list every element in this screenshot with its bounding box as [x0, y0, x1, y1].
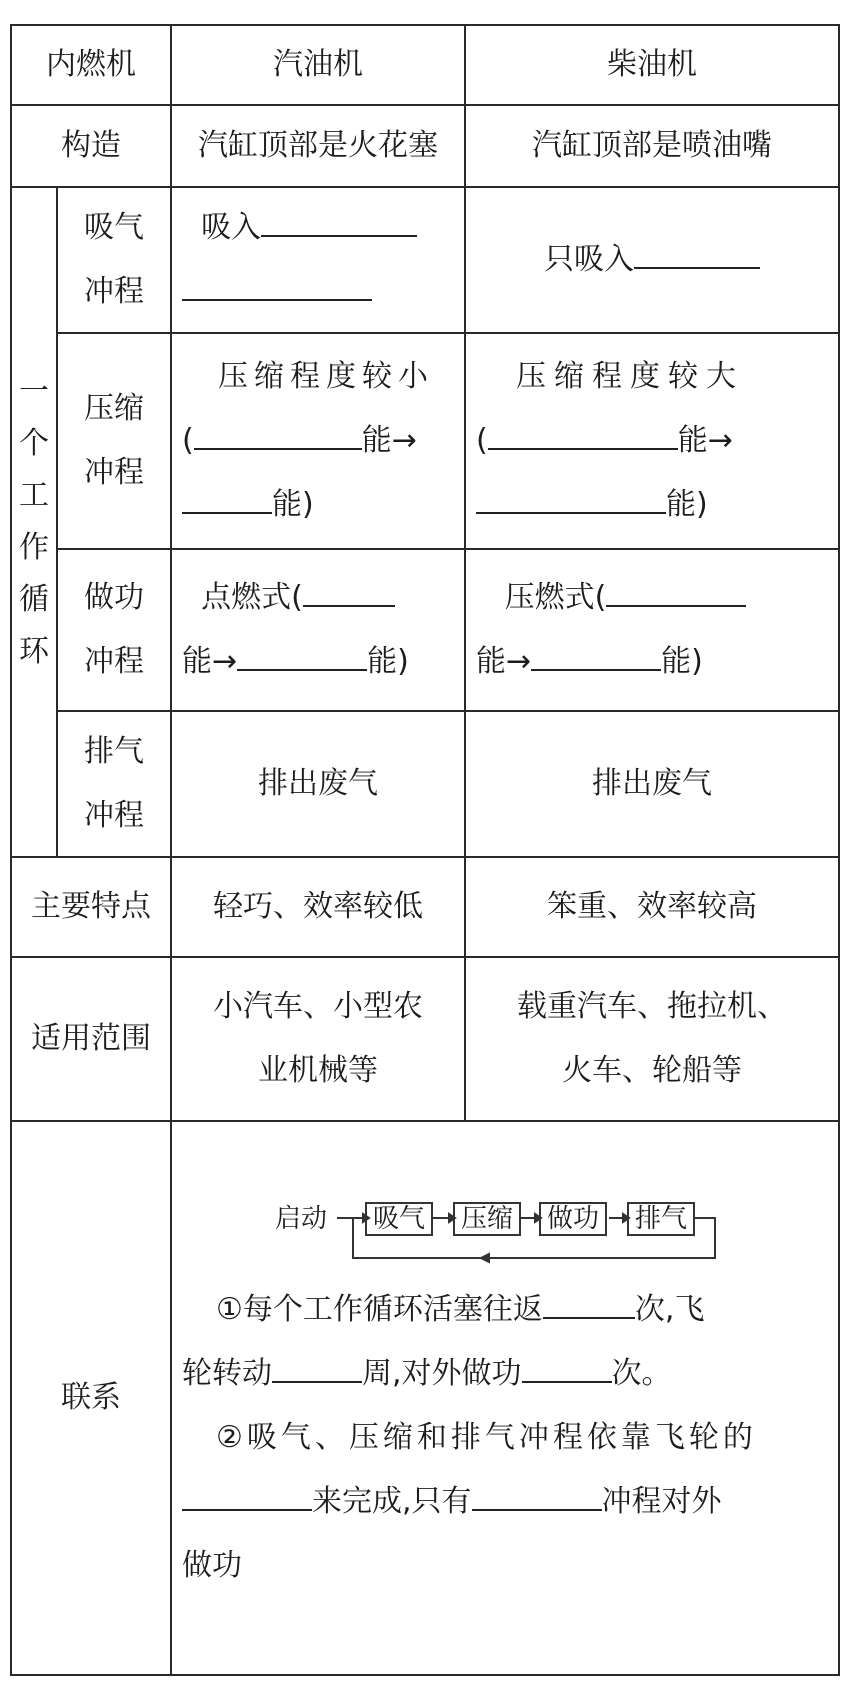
relation-row — [11, 1121, 839, 1675]
structure-row — [11, 105, 839, 187]
relation-label: 联系 — [11, 1121, 171, 1675]
structure-diesel: 汽缸顶部是喷油嘴 — [465, 105, 839, 187]
cycle-step-compression: 压缩 — [453, 1202, 521, 1236]
features-label: 主要特点 — [11, 857, 171, 957]
engine-comparison-table — [10, 24, 840, 1676]
intake-row — [11, 187, 839, 333]
q2-blank-inertia[interactable] — [182, 1481, 312, 1511]
usage-diesel: 载重汽车、拖拉机、 火车、轮船等 — [465, 957, 839, 1121]
cycle-start: 启动 — [275, 1204, 328, 1234]
q1-blank-rotations[interactable] — [272, 1353, 362, 1383]
intake-gasoline-blank[interactable] — [261, 207, 417, 237]
usage-label: 适用范围 — [11, 957, 171, 1121]
exhaust-label: 排气 冲程 — [57, 711, 171, 857]
header-row — [11, 25, 839, 105]
structure-gasoline: 汽缸顶部是火花塞 — [171, 105, 465, 187]
intake-gasoline-blank-2[interactable] — [182, 271, 372, 301]
exhaust-row — [11, 711, 839, 857]
intake-diesel-blank[interactable] — [634, 239, 760, 269]
cycle-step-intake: 吸气 — [365, 1202, 433, 1236]
compression-gasoline-blank-1[interactable] — [194, 420, 362, 450]
power-gasoline-blank-1[interactable] — [303, 577, 395, 607]
usage-row — [11, 957, 839, 1121]
features-diesel: 笨重、效率较高 — [465, 857, 839, 957]
header-engine: 内燃机 — [11, 25, 171, 105]
q1-blank-work[interactable] — [522, 1353, 612, 1383]
structure-label: 构造 — [11, 105, 171, 187]
cycle-arrows — [275, 1198, 735, 1278]
q2-blank-stroke[interactable] — [472, 1481, 602, 1511]
compression-gasoline-blank-2[interactable] — [182, 484, 272, 514]
compression-diesel-blank-2[interactable] — [476, 484, 666, 514]
power-diesel: 压燃式( 能→ 能) — [465, 549, 839, 711]
power-diesel-blank-1[interactable] — [606, 577, 746, 607]
cycle-step-exhaust: 排气 — [627, 1202, 695, 1236]
compression-gasoline: 压缩程度较小 ( 能→ 能) — [171, 333, 465, 549]
exhaust-diesel: 排出废气 — [465, 711, 839, 857]
power-gasoline: 点燃式( 能→ 能) — [171, 549, 465, 711]
power-gasoline-blank-2[interactable] — [237, 641, 367, 671]
header-gasoline: 汽油机 — [171, 25, 465, 105]
power-diesel-blank-2[interactable] — [531, 641, 661, 671]
intake-gasoline: 吸入 — [171, 187, 465, 333]
exhaust-gasoline: 排出废气 — [171, 711, 465, 857]
power-label: 做功 冲程 — [57, 549, 171, 711]
cycle-step-power: 做功 — [539, 1202, 607, 1236]
relation-content: 启动 吸气 压缩 做功 排气 ①每个工作循环活塞往返 次,飞 轮转动 周,对外做功 次。 ②吸气、压缩和排气冲程依靠飞轮的 来完成,只有 冲程对外 做功 — [171, 1121, 839, 1675]
cycle-diagram — [275, 1198, 735, 1278]
compression-row — [11, 333, 839, 549]
compression-diesel: 压缩程度较大 ( 能→ 能) — [465, 333, 839, 549]
compression-label: 压缩 冲程 — [57, 333, 171, 549]
cycle-label: 一 个 工 作 循 环 — [11, 187, 57, 857]
compression-diesel-blank-1[interactable] — [488, 420, 678, 450]
header-diesel: 柴油机 — [465, 25, 839, 105]
intake-diesel: 只吸入 — [465, 187, 839, 333]
features-gasoline: 轻巧、效率较低 — [171, 857, 465, 957]
usage-gasoline: 小汽车、小型农 业机械等 — [171, 957, 465, 1121]
intake-label: 吸气 冲程 — [57, 187, 171, 333]
power-row — [11, 549, 839, 711]
features-row — [11, 857, 839, 957]
q1-blank-round-trips[interactable] — [543, 1289, 635, 1319]
